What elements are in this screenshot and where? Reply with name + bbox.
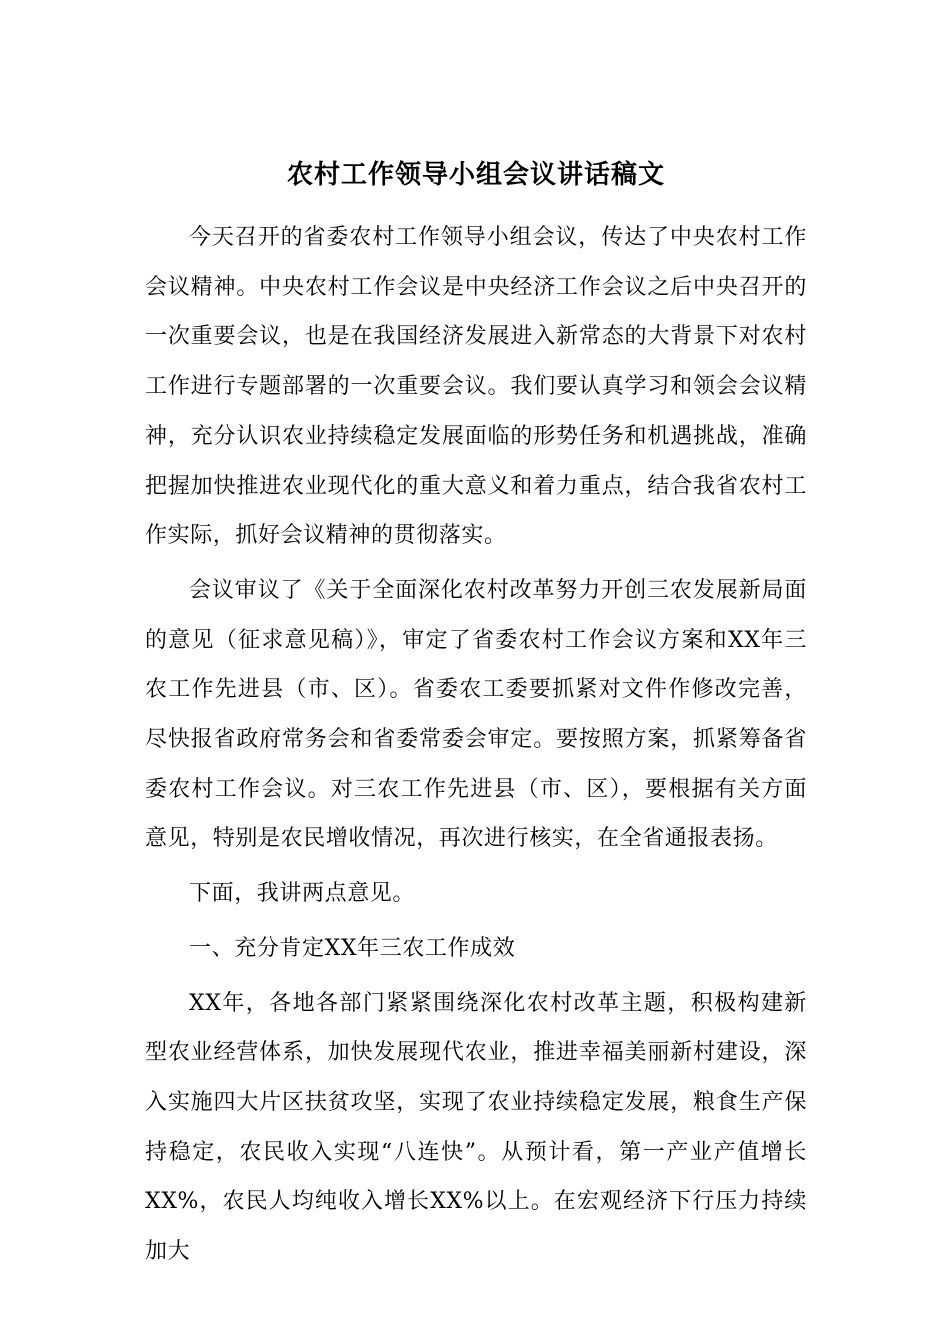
paragraph-achievements: XX年，各地各部门紧紧围绕深化农村改革主题，积极构建新型农业经营体系，加快发展现代农业，推进幸福美丽新村建设，深入实施四大片区扶贫攻坚，实现了农业持续稳定发展，粮食生产保持稳定，农民收入实现“八连快”。从预计看，第一产业产值增长XX%，农民人均纯收入增长XX%以上。在宏观经济下行压力持续加大 — [145, 990, 807, 1265]
paragraph-review: 会议审议了《关于全面深化农村改革努力开创三农发展新局面的意见（征求意见稿）》，审定了省委农村工作会议方案和XX年三农工作先进县（市、区）。省委农工委要抓紧对文件作修改完善，尽快报省政府常务会和省委常委会审定。要按照方案，抓紧筹备省委农村工作会议。对三农工作先进县（市、区），要根据有关方面意见，特别是农民增收情况，再次进行核实，在全省通报表扬。 — [145, 577, 807, 852]
document-page — [145, 150, 807, 1282]
paragraph-opening: 今天召开的省委农村工作领导小组会议，传达了中央农村工作会议精神。中央农村工作会议是中央经济工作会议之后中央召开的一次重要会议，也是在我国经济发展进入新常态的大背景下对农村工作进行专题部署的一次重要会议。我们要认真学习和领会会议精神，充分认识农业持续稳定发展面临的形势任务和机遇挑战，准确把握加快推进农业现代化的重大意义和着力重点，结合我省农村工作实际，抓好会议精神的贯彻落实。 — [145, 225, 807, 549]
section-heading-1: 一、充分肯定XX年三农工作成效 — [189, 935, 516, 961]
document-title: 农村工作领导小组会议讲话稿文 — [286, 160, 665, 190]
paragraph-intro-points: 下面，我讲两点意见。 — [189, 881, 416, 907]
